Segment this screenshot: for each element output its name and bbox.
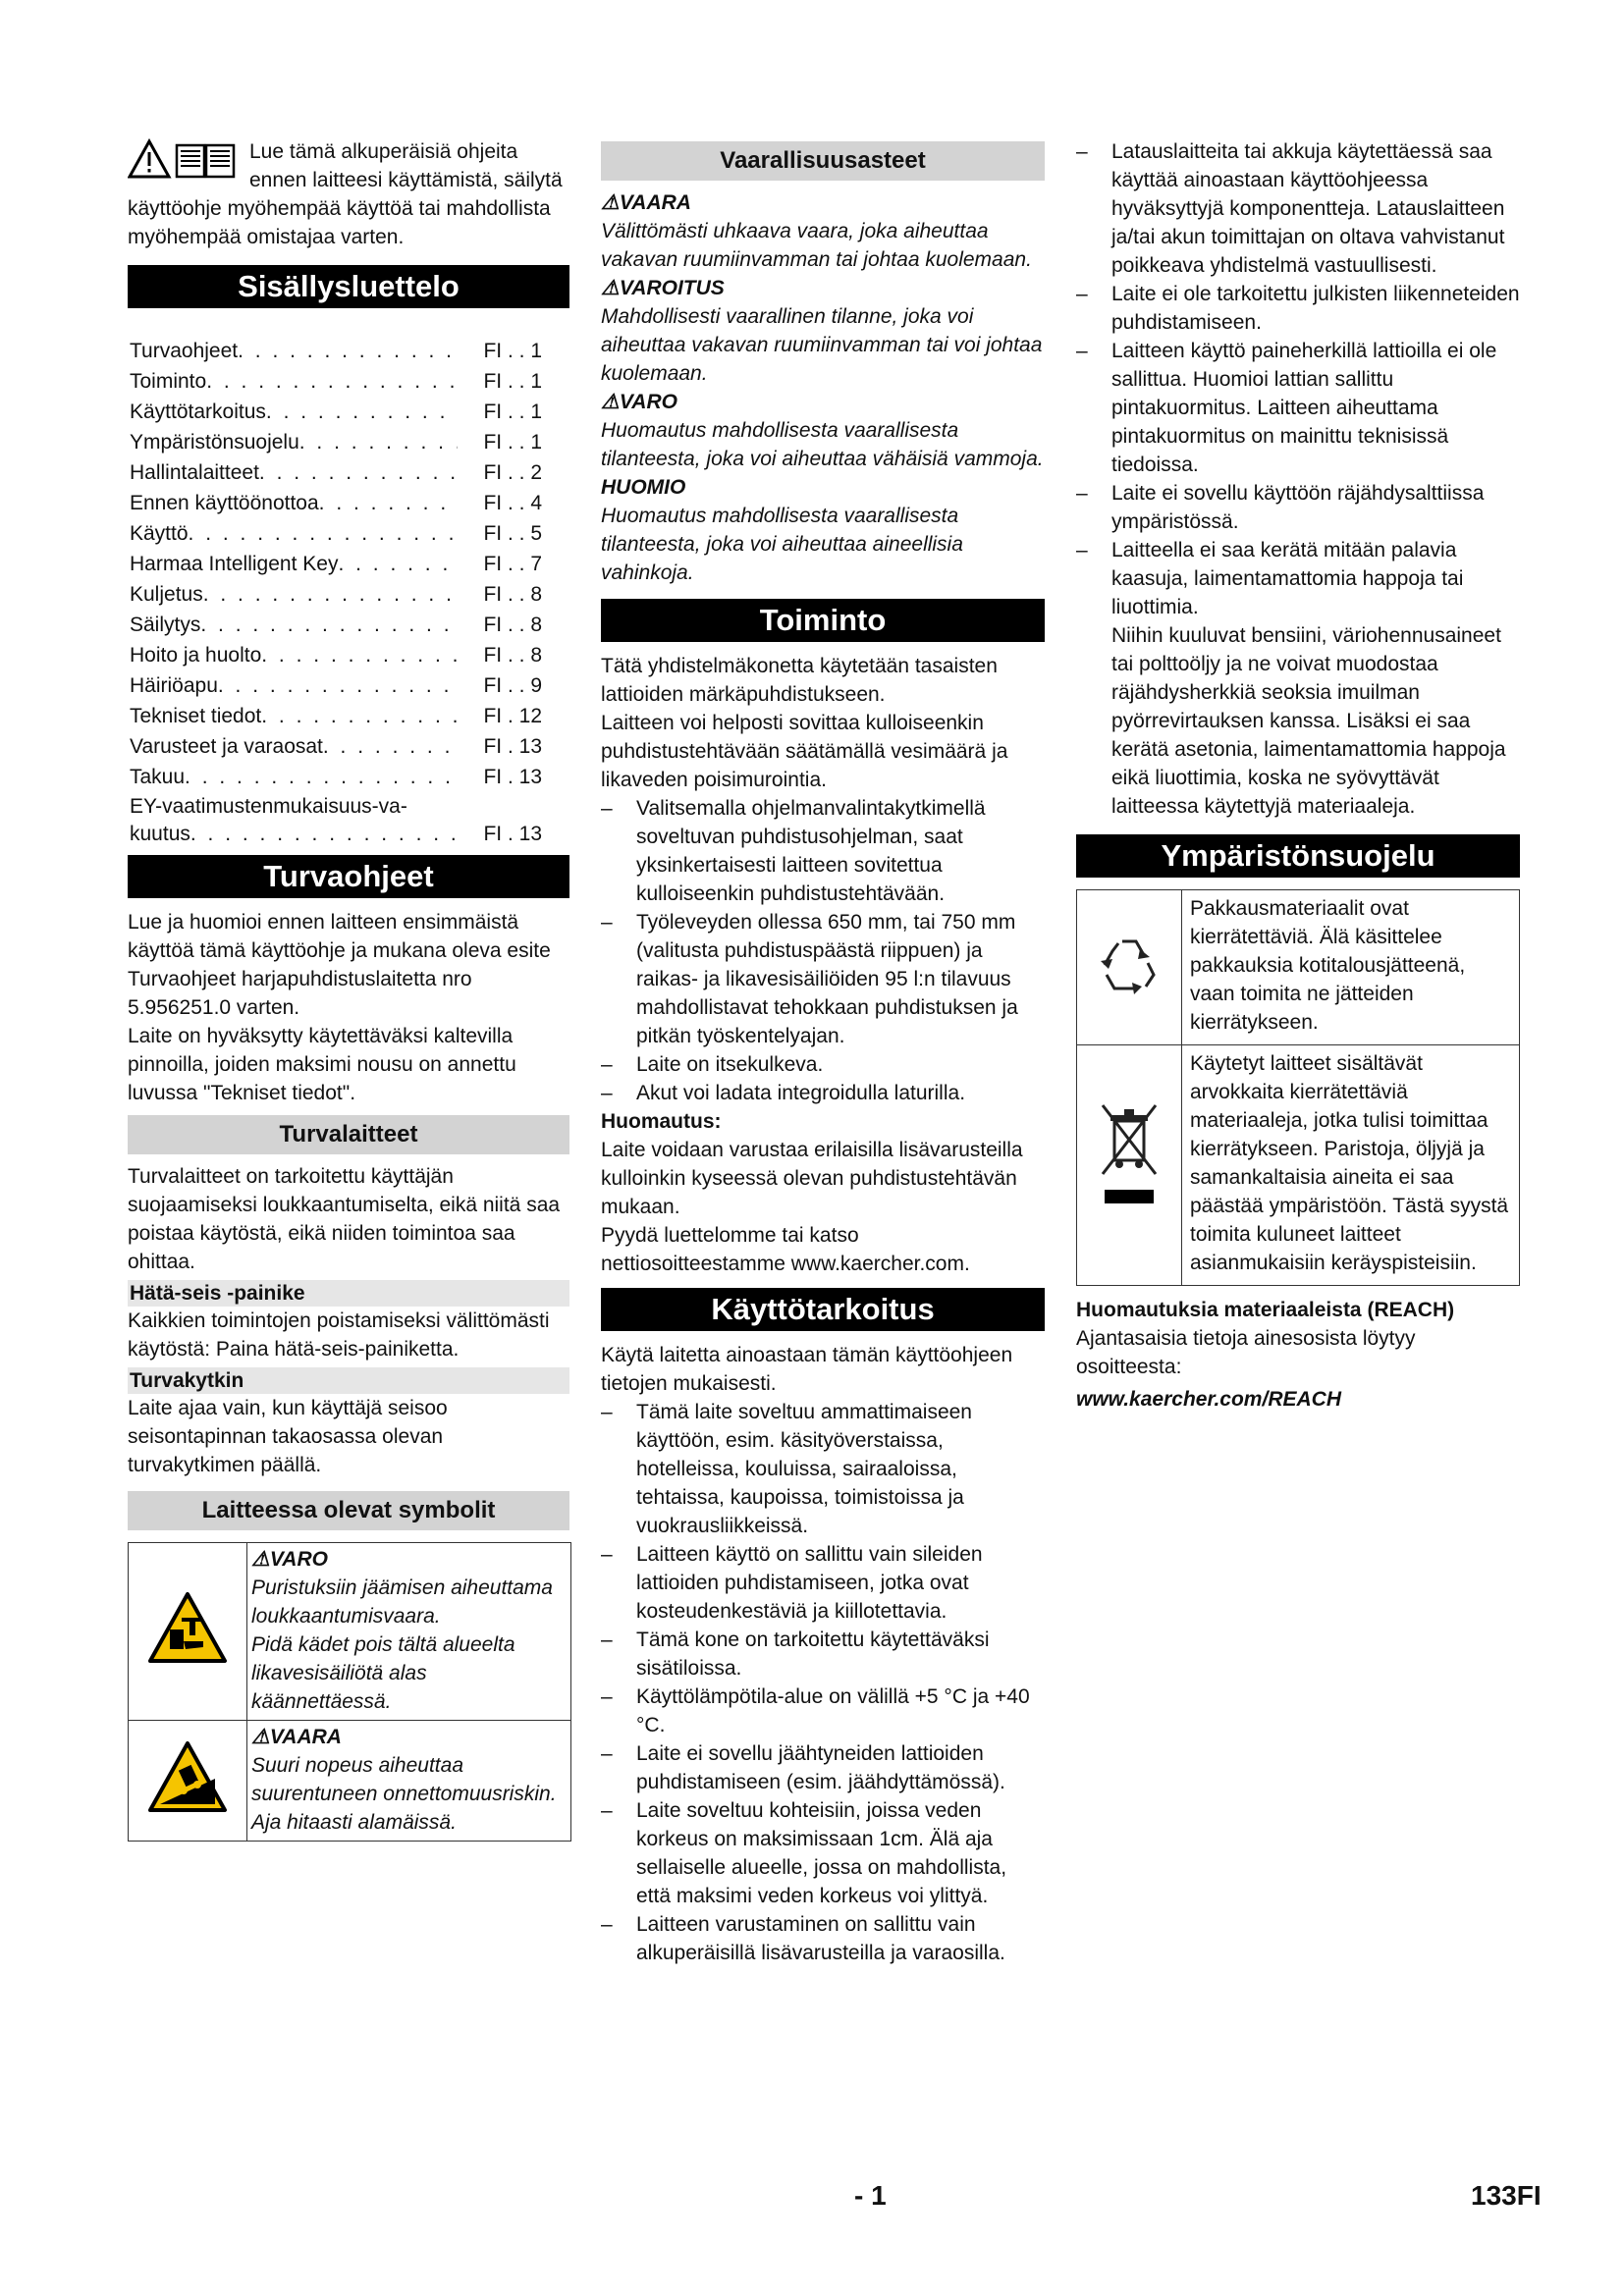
toc-leader [200,610,458,640]
turvaohjeet-p2: Laite on hyväksytty käytettäväksi kaltevilla pinnoilla, joiden maksimi nousu on annettu luvussa "Tekniset tiedot". [128,1025,516,1104]
note-text: Laite voidaan varustaa erilaisilla lisävarusteilla kulloinkin kyseessä olevan puhdistustehtävän mukaan. [601,1139,1023,1218]
turvaohjeet-p1: Lue ja huomioi ennen laitteen ensimmäistä käyttöä tämä käyttöohje ja mukana oleva esite Turvaohjeet harjapuhdistuslaitetta nro 5.956251.0 varten. [128,911,551,1019]
danger-level-text: Välittömästi uhkaava vaara, joka aiheuttaa vakavan ruumiinvamman tai johtaa kuolemaan. [601,220,1032,271]
reach-heading: Huomautuksia materiaaleista (REACH) [1076,1299,1455,1321]
toc-item-label: EY-vaatimustenmukaisuus-va- [130,795,407,818]
toc-item[interactable] [128,731,569,762]
reach-text: Ajantasaisia tietoja ainesosista löytyy osoitteesta: [1076,1327,1416,1378]
symbol-text [247,1543,571,1721]
toc-leader [185,762,458,792]
list-item: – Työleveyden ollessa 650 mm, tai 750 mm (valitusta puhdistuspäästä riippuen) ja raikas- ja likavesisäiliöiden 95 l:n tilavuus mahdollistavat tehokkaan puhdistuksen ja pitkän työskentelyajan. [601,908,1045,1050]
symbol-instruction: Aja hitaasti alamäissä. [251,1811,457,1834]
toc-leader [338,549,458,579]
toc-item-page: FI . 12 [483,705,542,727]
toc-item[interactable] [128,549,569,579]
toiminto-p1: Tätä yhdistelmäkonetta käytetään tasaisten lattioiden märkäpuhdistukseen. [601,655,998,706]
list-item: – Latauslaitteita tai akkuja käytettäessä saa käyttää ainoastaan käyttöohjeessa hyväksyttyjä komponenttеja. Latauslaitteen ja/tai akun toimittajan on oltava vahvistanut poikkeava yhdistelmä vastuullisesti. [1076,137,1520,280]
intro-block [128,137,569,251]
recycling-icon [1077,890,1182,1045]
crossed-bin-icon [1077,1045,1182,1286]
toc-item-page: FI . 13 [483,823,542,845]
list-item-continuation: Niihin kuuluvat bensiini, väriohennusaineet tai polttoöljy ja ne voivat muodostaa räjähdysherkkiä seoksia imuilman pyörrevirtauksen kanssa. Lisäksi ei saa kerätä asetonia, laimentamattomia happoja eikä liuottimia, koska ne syövyttävät laitteessa käytettyjä materiaaleja. [1111,624,1506,818]
estop-heading: Hätä-seis -painike [128,1280,569,1307]
toc-leader [190,821,458,847]
symbol-instruction: Pidä kädet pois tältä alueelta likavesisäiliötä alas käännettäessä. [251,1633,515,1713]
table-of-contents [128,336,569,847]
safety-switch-heading: Turvakytkin [128,1367,569,1394]
danger-level [601,388,1045,473]
toc-item-label: Käyttötarkoitus [130,400,266,423]
toc-item-label: Varusteet ja varaosat [130,735,323,758]
toc-item[interactable] [128,457,569,488]
toc-item-label: kuutus [130,823,190,845]
list-item: – Tämä kone on tarkoitettu käytettäväksi sisätiloissa. [601,1626,1045,1682]
danger-level-signal: HUOMIO [601,476,686,499]
toc-leader [261,701,458,731]
toc-item-label: Takuu [130,766,186,788]
list-item: – Laite ei ole tarkoitettu julkisten liikenneteiden puhdistamiseen. [1076,280,1520,337]
toc-leader [266,397,458,427]
toc-item-label: Tekniset tiedot [130,705,262,727]
toc-item-page: FI . 13 [483,735,542,758]
toc-leader [319,488,458,518]
toc-item[interactable] [128,366,569,397]
toc-item-label: Häiriöapu [130,674,218,697]
symbol-text [247,1721,571,1842]
toc-item-page: FI . 13 [483,766,542,788]
danger-level [601,274,1045,388]
toc-leader [261,640,458,670]
toc-item[interactable] [128,336,569,366]
danger-level-text: Huomautus mahdollisesta vaarallisesta tilanteesta, joka voi aiheuttaa vähäisiä vammoja. [601,419,1044,470]
toc-item-page: FI . . 1 [483,370,542,393]
toc-item-page: FI . . 1 [483,400,542,423]
toc-item-label: Säilytys [130,614,201,636]
environment-text: Pakkausmateriaalit ovat kierrätettäviä. Älä käsittelee pakkauksia kotitalousjätteenä, vaan toimita ne jätteiden kierrätykseen. [1182,890,1520,1045]
list-item: – Laite ei sovellu käyttöön räjähdysalttiissa ympäristössä. [1076,479,1520,536]
note-text-2: Pyydä luettelomme tai katso nettiosoitteestamme www.kaercher.com. [601,1224,970,1275]
turvaohjeet-heading: Turvaohjeet [128,855,569,898]
danger-level-text: Huomautus mahdollisesta vaarallisesta tilanteesta, joka voi aiheuttaa aineellisia vahinkoja. [601,505,963,584]
toc-item-page: FI . . 2 [483,461,542,484]
toc-item-label: Hoito ja huolto [130,644,262,667]
danger-level-signal: ⚠VARO [601,391,677,413]
toc-item[interactable] [128,610,569,640]
toc-item[interactable] [128,762,569,792]
toc-leader [238,336,458,366]
note-title: Huomautus: [601,1110,722,1133]
reach-link[interactable]: www.kaercher.com/REACH [1076,1388,1341,1411]
toc-item[interactable] [128,397,569,427]
kayttotarkoitus-p1: Käytä laitetta ainoastaan tämän käyttöohjeen tietojen mukaisesti. [601,1344,1013,1395]
symbol-row [129,1721,571,1842]
toc-item-label: Toiminto [130,370,207,393]
environment-table [1076,889,1520,1286]
symbols-table [128,1542,571,1842]
toiminto-p2: Laitteen voi helposti sovittaa kulloiseenkin puhdistustehtävään säätämällä vesimäärä ja likaveden poisimurointia. [601,712,1008,791]
column-1 [128,137,569,1842]
toc-leader [206,366,458,397]
toc-item-label: Hallintalaitteet [130,461,259,484]
symbol-row [129,1543,571,1721]
environment-text: Käytetyt laitteet sisältävät arvokkaita kierrätettäviä materiaaleja, jotka tulisi toimittaa kierrätykseen. Paristoja, öljyjä ja samankaltaisia aineita ei saa päästää ympäristöön. Tästä syystä toimita kuluneet laitteet asianmukaisiin keräyspisteisiin. [1182,1045,1520,1286]
column-3 [1076,137,1520,1414]
ymparisto-heading: Ympäristönsuojelu [1076,834,1520,878]
toc-item-page: FI . . 5 [483,522,542,545]
toc-item[interactable] [128,427,569,457]
list-item: – Akut voi ladata integroidulla laturilla. [601,1079,1045,1107]
toc-item-page: FI . . 8 [483,614,542,636]
toc-item-label: Ympäristönsuojelu [130,431,299,454]
toc-item[interactable] [128,518,569,549]
warning-and-manual-icon [128,137,244,183]
toc-item-label: Turvaohjeet [130,340,239,362]
danger-levels-heading: Vaarallisuusasteet [601,141,1045,181]
toc-item-page: FI . . 7 [483,553,542,575]
toc-item-page: FI . . 1 [483,431,542,454]
toc-leader [203,579,458,610]
toc-leader [259,457,458,488]
toc-item-label: Käyttö [130,522,189,545]
crush-hazard-icon [129,1543,247,1721]
list-item: – Laitteen käyttö paineherkillä lattioilla ei ole sallittua. Huomioi lattian sallittu pintakuormitus. Laitteen aiheuttama pintakuormitus on mainittu teknisissä tiedoissa. [1076,337,1520,479]
environment-row [1077,1045,1520,1286]
toc-heading: Sisällysluettelo [128,265,569,308]
toc-item-page: FI . . 4 [483,492,542,514]
toc-leader [189,518,458,549]
toc-item-page: FI . . 8 [483,583,542,606]
toc-item-label: Kuljetus [130,583,203,606]
toc-item[interactable] [128,488,569,518]
toc-item-page: FI . . 1 [483,340,542,362]
symbol-description: Suuri nopeus aiheuttaa suurentuneen onnettomuusriskin. [251,1754,557,1805]
page-number: - 1 [854,2180,887,2211]
toc-leader [299,427,458,457]
list-item: – Laitteen varustaminen on sallittu vain alkuperäisillä lisävarusteilla ja varaosilla. [601,1910,1045,1967]
toiminto-heading: Toiminto [601,599,1045,642]
symbol-description: Puristuksiin jäämisen aiheuttama loukkaantumisvaara. [251,1576,553,1628]
slope-speed-hazard-icon [129,1721,247,1842]
danger-level [601,473,1045,587]
list-item: – Tämä laite soveltuu ammattimaiseen käyttöön, esim. käsityöverstaissa, hotelleissa, kouluissa, sairaaloissa, tehtaissa, kaupoissa, toimistoissa ja vuokrausliikkeissä. [601,1398,1045,1540]
environment-row [1077,890,1520,1045]
danger-level-signal: ⚠VAARA [601,191,691,214]
toc-item[interactable] [128,670,569,701]
toc-item[interactable] [128,579,569,610]
list-item: – Laitteella ei saa kerätä mitään palavia kaasuja, laimentamattomia happoja tai liuottimia. [1076,536,1520,621]
list-item: – Laite ei sovellu jäähtyneiden lattioiden puhdistamiseen (esim. jäähdyttämössä). [601,1739,1045,1796]
turvalaitteet-heading: Turvalaitteet [128,1115,569,1154]
toc-item-label: Ennen käyttöönottoa [130,492,319,514]
safety-switch-text: Laite ajaa vain, kun käyttäjä seisoo seisontapinnan takaosassa olevan turvakytkimen päällä. [128,1397,448,1476]
symbols-heading: Laitteessa olevat symbolit [128,1491,569,1530]
danger-level [601,188,1045,274]
danger-level-signal: ⚠VAROITUS [601,277,725,299]
page-code: 133FI [1471,2180,1542,2211]
list-item: – Käyttölämpötila-alue on välillä +5 °C ja +40 °C. [601,1682,1045,1739]
list-item: – Valitsemalla ohjelmanvalintakytkimellä soveltuvan puhdistusohjelman, saat yksinkertaisesti laitteen sovitettua kulloiseenkin puhdistustehtävään. [601,794,1045,908]
danger-level-text: Mahdollisesti vaarallinen tilanne, joka voi aiheuttaa vakavan ruumiinvamman tai voi johtaa kuolemaan. [601,305,1043,385]
list-item: – Laitteen käyttö on sallittu vain sileiden lattioiden puhdistamiseen, jotka ovat kosteudenkestäviä ja kiillotettavia. [601,1540,1045,1626]
toc-item[interactable] [128,640,569,670]
list-item: – Laite on itsekulkeva. [601,1050,1045,1079]
list-item: – Laite soveltuu kohteisiin, joissa veden korkeus on maksimissaan 1cm. Älä aja sellaiselle alueelle, jossa on mahdollista, että maksimi veden korkeus voi ylittyä. [601,1796,1045,1910]
estop-text: Kaikkien toimintojen poistamiseksi välittömästi käytöstä: Paina hätä-seis-painiketta. [128,1309,550,1361]
toc-item-page: FI . . 8 [483,644,542,667]
toc-leader [323,731,458,762]
column-2 [601,137,1045,1967]
toc-item[interactable] [128,701,569,731]
toc-item-page: FI . . 9 [483,674,542,697]
intro-text: Lue tämä alkuperäisiä ohjeita ennen laitteesi käyttämistä, säilytä käyttöohje myöhempää käyttöä tai mahdollista myöhempää omistajaa varten. [128,140,563,248]
symbol-signal: ⚠VAARA [251,1726,342,1748]
toc-item-label: Harmaa Intelligent Key [130,553,339,575]
turvalaitteet-p1: Turvalaitteet on tarkoitettu käyttäjän suojaamiseksi loukkaantumiselta, eikä niitä saa poistaa käytöstä, eikä niiden toimintoa saa ohittaa. [128,1165,561,1273]
toc-item[interactable] [128,792,569,847]
toc-leader [218,670,458,701]
kayttotarkoitus-heading: Käyttötarkoitus [601,1288,1045,1331]
symbol-signal: ⚠VARO [251,1548,328,1571]
